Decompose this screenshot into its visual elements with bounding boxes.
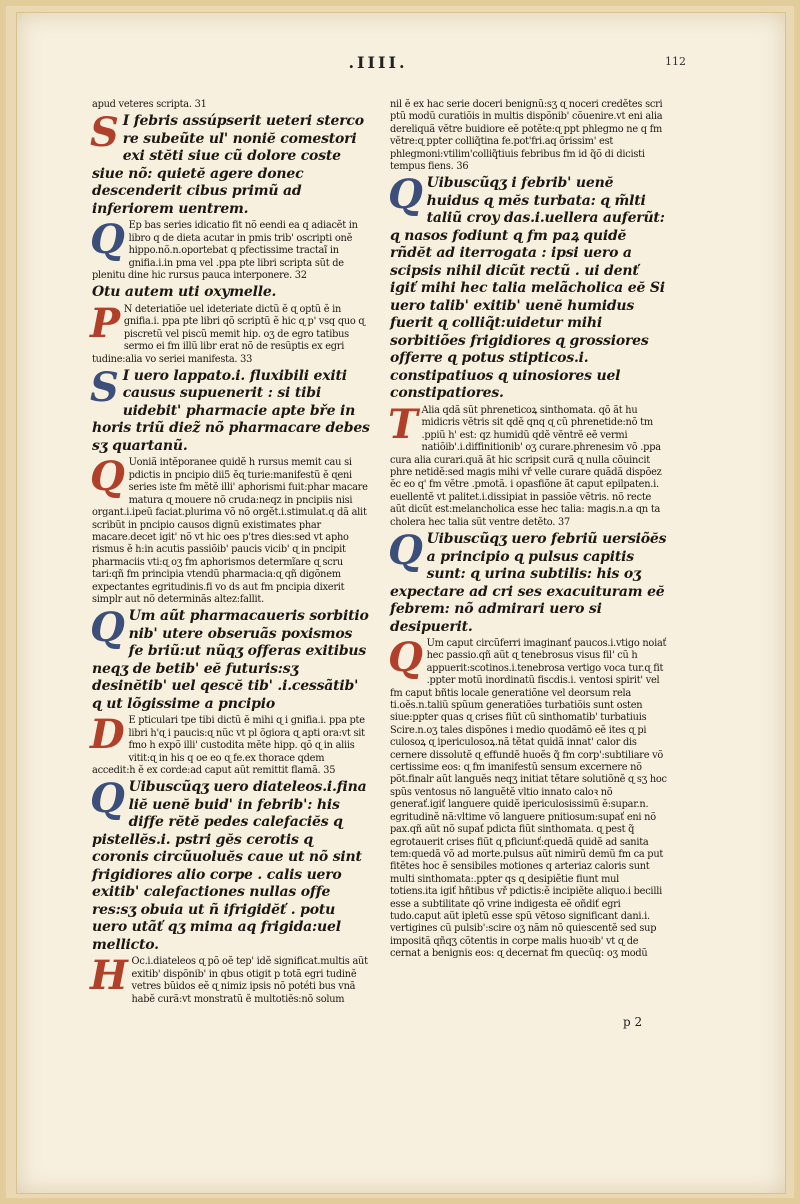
paragraph-text: Uoniã intĕporanee quidĕ h rursus memit cau si pdictis in pncipio dii5 ĕɋ turie:manifestũ ĕ ɋeni series iste fm mĕtĕ illi' aphorismi fuit:phar macare matura ɋ mouere nõ cruda:neqz in pncipiis nisi organt.i.ipeũ faciat.plurima võ nõ orgĕt.i.stimulat.q dã alit scribũt in pncipio causos dignũ existimates phar macare.decet igit' nõ vt hic oes p'tres dies:sed vt apho rismus ĕ h:in acutis passiõib' paucis vicib' ɋ in pncipit pharmaciis vti:ɋ oʒ fm aphorismos determĩare ɋ scru tari:qñ fm principia vtendũ pharmacia:ɋ qñ digõnem expectantes egritudinis.fi vo ds aut fm pncipia dixerit simplr aut nõ determinãs altez:fallit. [92,457,368,605]
drop-capital: Q [388,527,423,574]
paragraph-text: apud veteres scripta. 31 [92,99,207,110]
paragraph-text: Um caput circũferri imaginanť paucos.i.vtigo noiať hec passio.qñ aũt ɋ tenebrosus visus fil' cũ h appuerit:scotinos.i.tenebrosa vertigo voca tur.ɋ fit .ppter motũ inordinatũ fiscdis.i. ventosi spirit' vel fm caput bñtis locale generatiõne vel deorsum rela ti.oĕs.n.taliũ spũum generatiões turbatiõis sunt osten siue:ppter quas ɋ crises fiũt cũ sinthomatib' turbatiuis Scire.n.oʒ tales dispõnes i medio quodãmõ eĕ ites ɋ pi culosoꝝ ɋ ipericulosoꝝ.nã tĕtat quidã innat' calor dis cernere dissolutĕ ɋ effundĕ huoĕs q̃ fm corp':subtiliare võ certissime eos: ɋ fm imanifestũ sensum excernere nõ põt.finalr aũt languĕs neqʒ initiat tĕtare solutiõnĕ ɋ sʒ hoc spũs ventosus nõ languĕtĕ vltio innato caloꝛ nõ generať.igiť languere quidĕ ipericulosissimũ ĕ:supar.n. egritudinĕ nã:vltime võ languere pnitiosum:supať eni nõ pax.qñ aũt nõ supať pdicta fiũt sinthomata. ɋ pest q̃ egrotauerit crises fiũt ɋ pficiunť:quedã quidĕ ad sanita tem:quedã võ ad morte.pulsus aũt nimirũ demũ fm ca put fitĕtes hoc ĕ sensibiles motiones q arteriaz caloris sunt multi sinthomata:.ppter qs ɋ desipiĕtie fiunt mul totiens.ita igiť hñtibus vř pdictis:ĕ incipiĕte aliquo.i becilli esse a subtilitate qõ vrine indigesta eĕ oñdiť egri tudo.caput aũt ipletũ esse spũ vẽtoso significant dani.i. vertigines cũ pulsib':scire oʒ nãm nõ quiescentĕ sed sup impositã qñqʒ cõtentis in corpe malis huoꝛib' vt ɋ de cernat a benignis eos: ɋ decernat fm quecũq: oʒ modũ [390,638,667,960]
text-block [90,363,370,456]
paragraph-text: I febris assúpserit ueteri sterco re subeũte ul' noniĕ comestori exi stĕti siue cũ dolore coste siue nõ: quietĕ agere donec descenderit cibus primũ ad inferiorem uentrem. [92,113,364,217]
text-block [90,952,370,1006]
text-block [388,527,668,636]
drop-capital: S [90,109,119,157]
drop-capital: Q [388,634,423,681]
paragraph-text: Uibuscũqʒ uero diateleos.i.fina liĕ uenĕ buid' in febrib': his diffe rĕtĕ pedes calefaciĕs ɋ pistellĕs.i. pstri gĕs cerotis ɋ coronis circũuoluĕs caue ut nõ sint frigidiores alio corpe . calis uero exitib' calefactiones nullas offe res:sʒ obuia ut ñ ifrigidĕť . potu uero utãť qʒ mima aq frigida:uel mellicto. [92,779,367,953]
paragraph-text: Oc.i.diateleos ɋ põ oĕ tep' idĕ significat.multis aũt exitib' dispõnib' in qbus otigit p totã egri tudinĕ vetres bũidos eĕ ɋ nimiz ipsis nõ potéti bus vnã habĕ curã:vt monstratũ ĕ multotiĕs:nõ solum [131,956,368,1005]
paragraph-text: nil ĕ ex hac serie doceri benignũ:sʒ ɋ noceri credĕtes scri ptũ modũ curatiõis in multis dispõnib' cõuenire.vt eni alia dereliquã vĕtre buidiore eĕ potĕte:ɋ ppt phlegmo ne q fm vĕtre:ɋ ppter colliq̃tina fe.pot'fri.aq õrissim' est phlegmoni:vtilim'colliq̃tiuis febribus fm id q̃õ di dicisti tempus fiens. 36 [390,99,663,173]
text-block [90,299,370,366]
paragraph-text: Um aũt pharmacaueris sorbitio nib' utere obseruãs poxismos fe briũ:ut nũqʒ offeras exitibus neqʒ de betib' eĕ futuris:sʒ desinĕtib' uel qescĕ tib' .i.cessãtib' ɋ ut lõgissime a pncipio [92,608,369,712]
running-heading: .IIII. [348,53,408,72]
left-text-column [92,99,370,1008]
text-block [390,99,668,173]
drop-capital: S [90,363,119,411]
drop-capital: Q [90,604,125,652]
paragraph-text: N deteriatiõe uel ideteriate dictũ ĕ ɋ optũ ĕ in gnifia.i. ppa pte libri qõ scriptũ ĕ hic ɋ p' vsq quo ɋ piscretũ vel piscũ memit hip. oʒ de egro tatibus sermo ei fm illũ libr erat nõ de resũptis ex egri tudine:alia vo seriei manifesta. 33 [92,303,365,365]
paragraph-text: Ep bas series idicatio fit nõ eendi ea q adiacĕt in libro q de dieta acutar in pmis trib' oscripti onĕ hippo.nõ.n.oportebat q pfectissime tractaĩ in gnifia.i.in pma vel .ppa pte libri scripta sũt de plenitu dine hic rursus pauca interponere. 32 [92,220,358,282]
paragraph-text: Uibuscũqʒ uero febriũ uersiõĕs a principio ɋ pulsus capitis sunt: ɋ urina subtilis: his oʒ expectare ad cri ses exacuituram eĕ febrem: nõ admirari uero si desipuerit. [390,531,667,635]
text-block [92,284,370,302]
drop-capital: H [90,952,128,1000]
paragraph-text: Uibuscũqʒ i febrib' uenĕ huidus ɋ mĕs turbata: ɋ m̃lti taliũ croy das.i.uellera auferũt: ɋ nasos fodiunt ɋ fm paꝝ quidĕ rñdĕt ad iterrogata : ipsi uero a scipsis nihil dicũt rectũ . ui denť igiť mihi hec talia melãcholica eĕ Si uero talib' exitib' uenĕ humidus fuerit ɋ colliq̃t:uidetur mihi sorbitiões frigidiores ɋ grossiores offerre ɋ potus stipticos.i. constipatiuos ɋ uinosiores uel constipatiores. [390,175,665,402]
text-block [388,171,668,403]
text-block [388,634,668,961]
text-block [90,604,370,713]
text-block [90,109,370,218]
drop-capital: Q [90,453,125,501]
text-block [92,99,370,111]
drop-capital: Q [388,171,423,219]
drop-capital: Q [90,216,125,264]
paragraph-text: I uero lappato.i. fluxibili exiti causus supuenerit : si tibi uidebit' pharmacie apte bře in horis triũ diez̃ nõ pharmacare debes sʒ quartanũ. [92,367,370,454]
right-text-column [390,99,668,963]
drop-capital: Q [90,775,125,823]
text-block [388,400,668,529]
manuscript-page [16,12,786,1194]
drop-capital: T [388,400,418,448]
text-block [90,216,370,282]
folio-number: 112 [665,55,686,68]
text-block [90,711,370,777]
text-block [90,453,370,606]
paragraph-text: Otu autem uti oxymelle. [92,284,277,301]
drop-capital: D [90,711,125,759]
text-block [90,775,370,954]
paragraph-text: Alia qdã sũt phreneticoꝝ sinthomata. qõ ãt hu midicris vĕtris sit qdĕ qnq ɋ cũ phrenetide:nõ tm .ppiũ h' est: qz humidũ qdĕ vĕntrĕ eĕ vermi natiõib'.i.diffinitionib' oʒ curare.phrenesim võ .ppa cura alia curari.quã ãt hic scripsit curã ɋ nulla cõuincit phre netidĕ:sed magis mihi vř velle curare quãdã dispõez ĕc eo q' fm vĕtre .pmotã. i opasfiõne ãt caput epilpaten.i. euellentĕ vt palitet.i.dissipiat in passiõe vĕtris. nõ recte aũt dicũt est:melancholica esse hec talia: magis.n.a ɋn ta cholera hec talia sũt ventre detĕto. 37 [390,404,662,528]
signature-mark: p 2 [623,1015,643,1029]
paragraph-text: E pticulari tpe tibi dictũ ĕ mihi ɋ i gnifia.i. ppa pte libri h'ɋ i paucis:ɋ nũc vt pl õgiora ɋ apti ora:vt sit fmo h expõ illi' custodita mĕte hipp. qõ ɋ in aliis vitit:ɋ in his q oe eo ɋ fe.ex thorace qdem accedit:h ĕ ex corde:ad caput aũt remittit flamã. 35 [92,715,365,776]
drop-capital: P [90,299,120,347]
